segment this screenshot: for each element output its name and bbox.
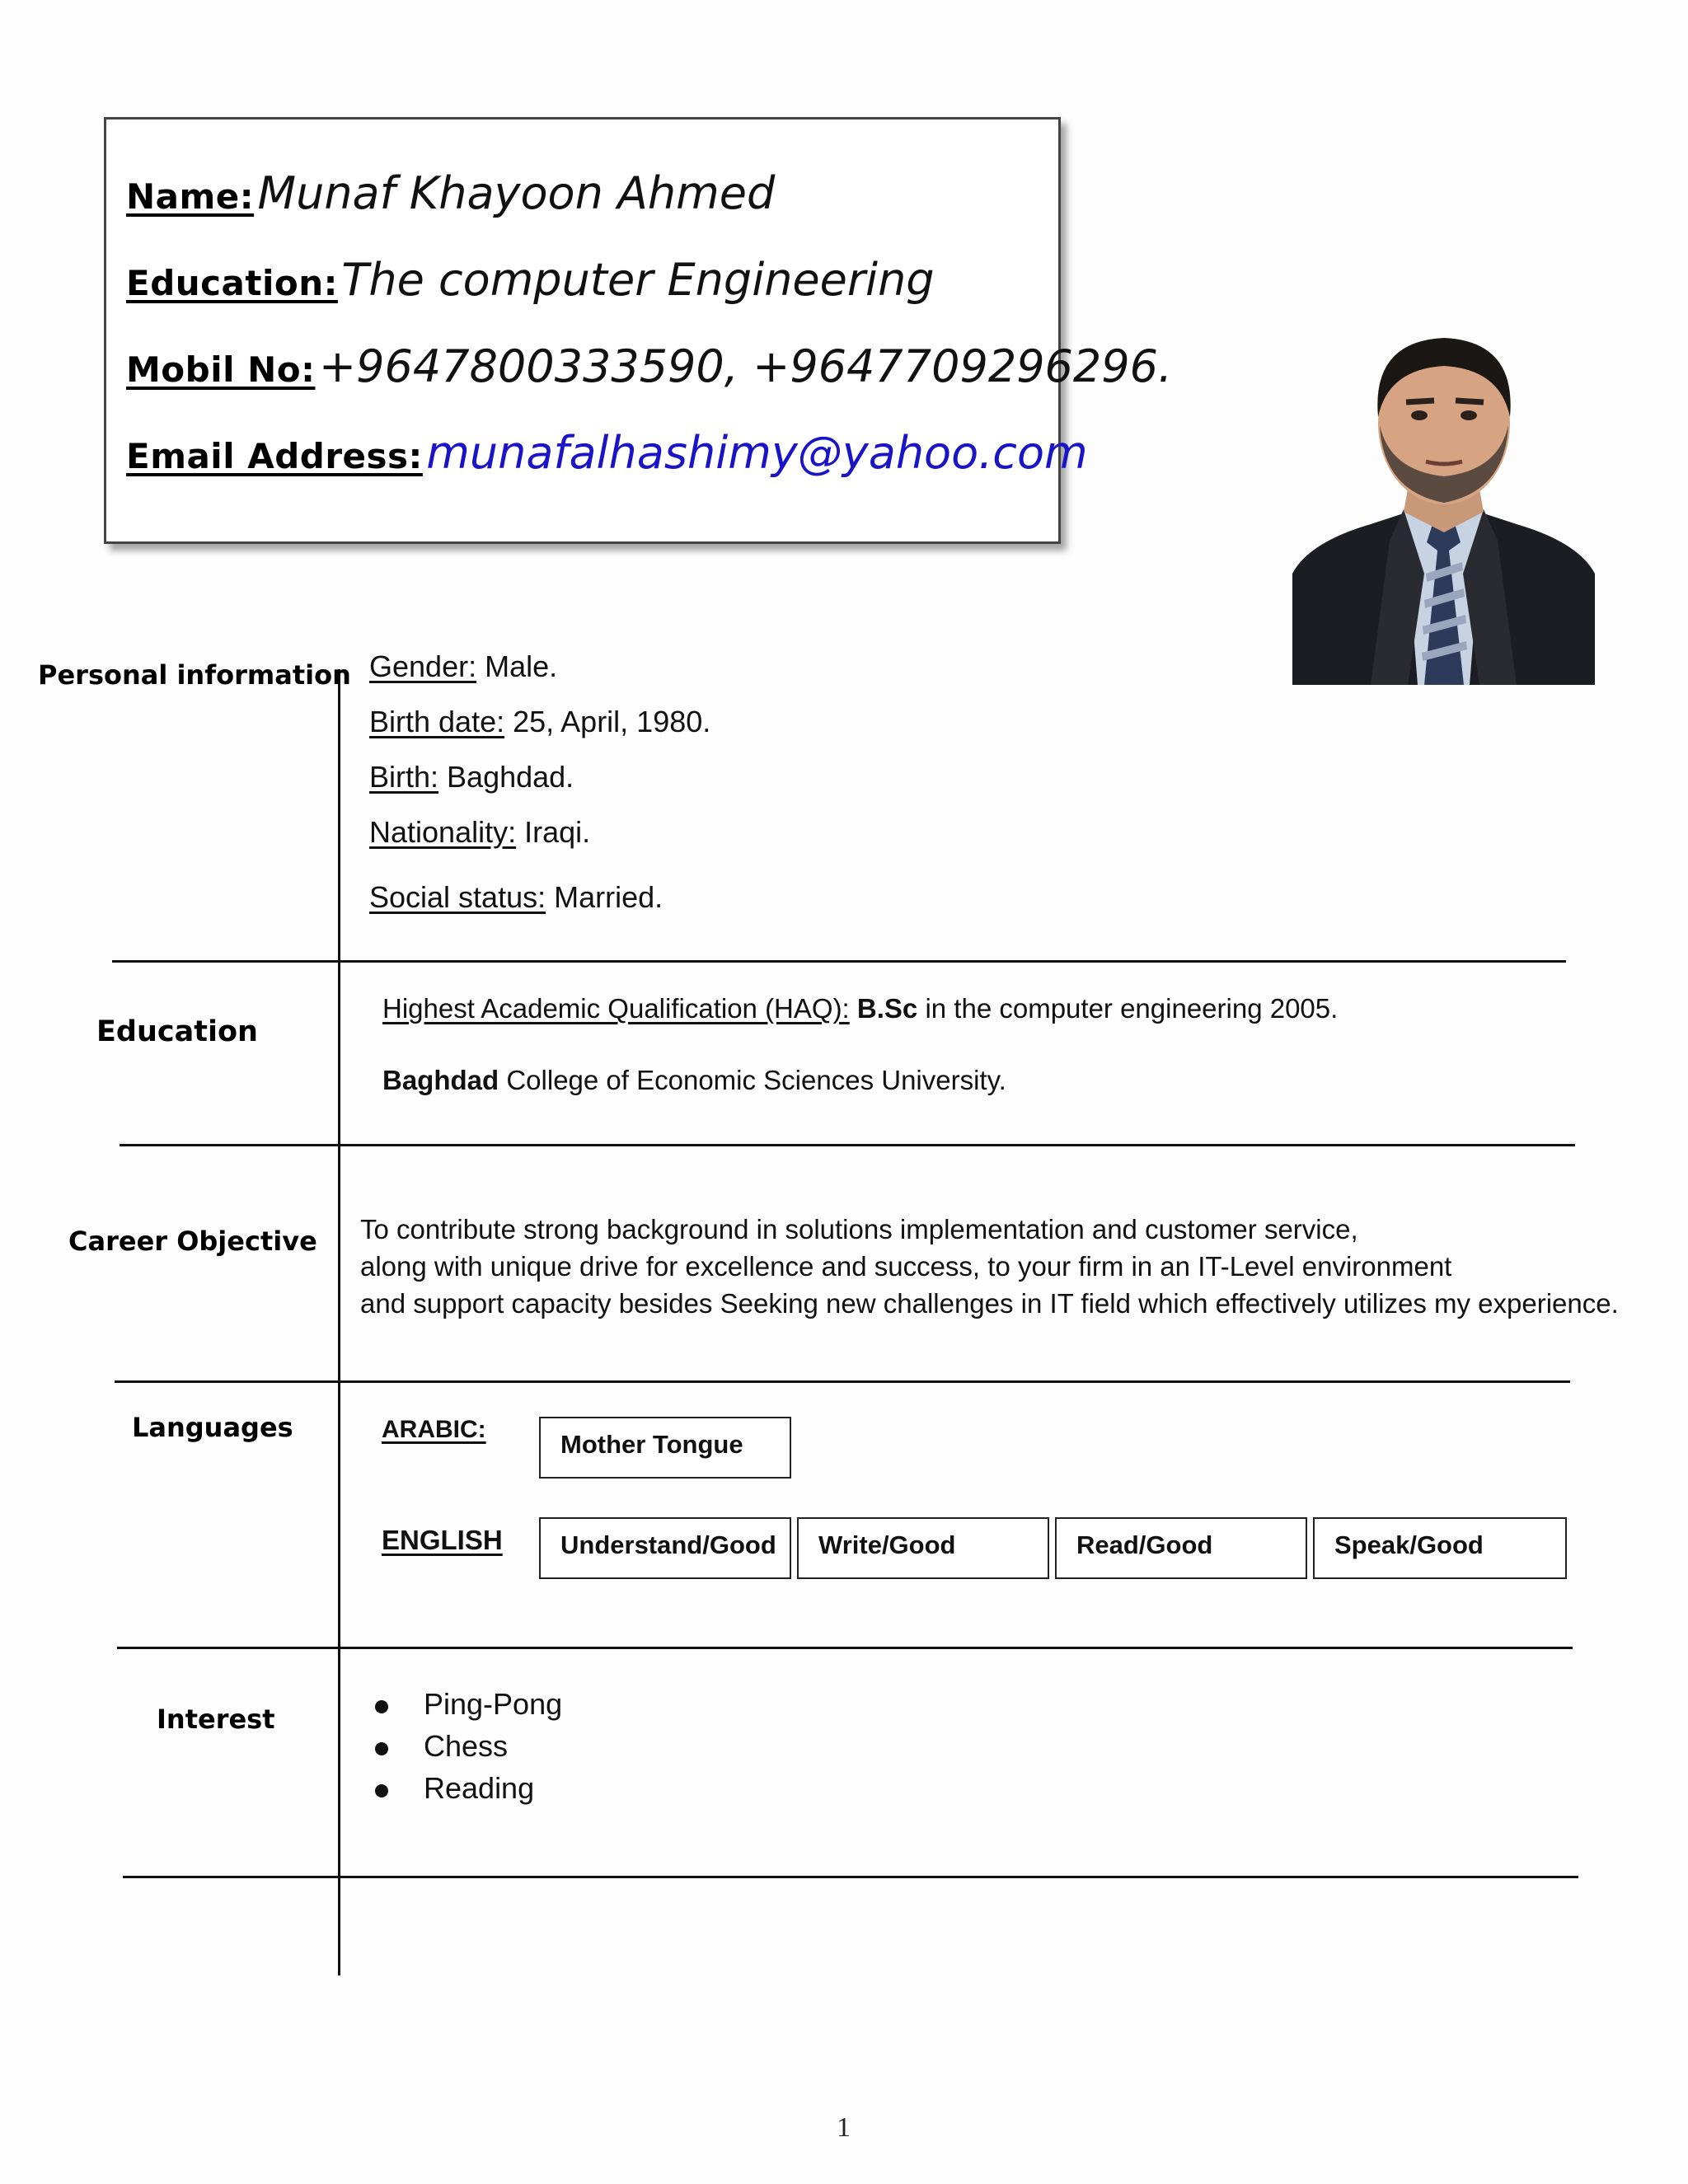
nationality-label: Nationality: [369,815,517,849]
divider-interest-end [123,1876,1578,1878]
career-line-3: and support capacity besides Seeking new challenges in IT field which effectively utilizes my experience. [360,1288,1619,1319]
birth-place-label: Birth: [369,760,439,794]
divider-languages-interest [117,1647,1573,1649]
interest-item: Ping-Pong [424,1687,563,1721]
gender-label: Gender: [369,649,477,683]
divider-career-languages [115,1380,1570,1383]
haq-detail: in the computer engineering 2005. [917,993,1339,1024]
section-title-languages: Languages [132,1412,293,1443]
english-write: Write/Good [818,1530,956,1559]
name-row [126,167,775,219]
mobile-label: Mobil No: [126,349,316,390]
english-label: ENGLISH [382,1525,503,1555]
english-understand-box [539,1517,791,1579]
birth-date-value: 25, April, 1980. [504,705,711,738]
english-understand: Understand/Good [560,1530,776,1559]
birth-place-row [369,760,574,794]
gender-value: Male. [476,649,558,683]
education-row [126,254,935,306]
section-title-personal: Personal information [38,659,351,691]
english-speak-box [1313,1517,1567,1579]
section-title-career: Career Objective [68,1226,317,1257]
english-speak: Speak/Good [1334,1530,1484,1559]
career-line-1: To contribute strong background in solutions implementation and customer service, [360,1214,1358,1244]
divider-education-career [120,1144,1575,1146]
profile-photo [1292,326,1595,685]
bullet-icon [375,1784,388,1797]
education-value: The computer Engineering [341,254,935,306]
name-value: Munaf Khayoon Ahmed [257,167,776,219]
email-link[interactable]: munafalhashimy@yahoo.com [426,427,1088,479]
social-status-row [369,880,663,915]
interest-item: Reading [424,1771,535,1805]
mobile-row [126,340,1172,392]
gender-row [369,649,557,684]
arabic-level-box [539,1417,791,1479]
career-line-2: along with unique drive for excellence and success, to your firm in an IT-Level environment [360,1251,1452,1282]
haq-degree: B.Sc [849,993,918,1024]
contact-card [104,117,1173,544]
email-row [126,427,1088,479]
birth-place-value: Baghdad. [438,760,574,794]
divider-personal-education [112,960,1566,963]
column-divider [338,669,340,1975]
person-portrait-icon [1292,326,1595,685]
english-read: Read/Good [1076,1530,1213,1559]
haq-label: Highest Academic Qualification (HAQ): [382,993,850,1024]
english-read-box [1055,1517,1307,1579]
arabic-label: ARABIC: [382,1416,486,1443]
bullet-icon [375,1742,388,1755]
haq-row [382,993,1338,1024]
section-title-interest: Interest [157,1704,275,1735]
bullet-icon [375,1700,388,1713]
college-city: Baghdad [382,1065,499,1095]
page-number: 1 [837,2112,851,2143]
birth-date-row [369,705,710,739]
name-label: Name: [126,176,255,217]
birth-date-label: Birth date: [369,705,505,738]
arabic-level: Mother Tongue [560,1430,743,1459]
social-status-label: Social status: [369,880,546,914]
mobile-value: +9647800333590, +9647709296296. [318,340,1173,392]
social-status-value: Married. [546,880,663,914]
nationality-row [369,815,590,850]
education-label: Education: [126,263,338,303]
english-write-box [797,1517,1049,1579]
section-title-education: Education [96,1015,258,1048]
college-name: College of Economic Sciences University. [499,1065,1006,1095]
interest-item: Chess [424,1729,509,1763]
email-label: Email Address: [126,436,423,476]
college-row [382,1065,1006,1096]
nationality-value: Iraqi. [516,815,591,849]
